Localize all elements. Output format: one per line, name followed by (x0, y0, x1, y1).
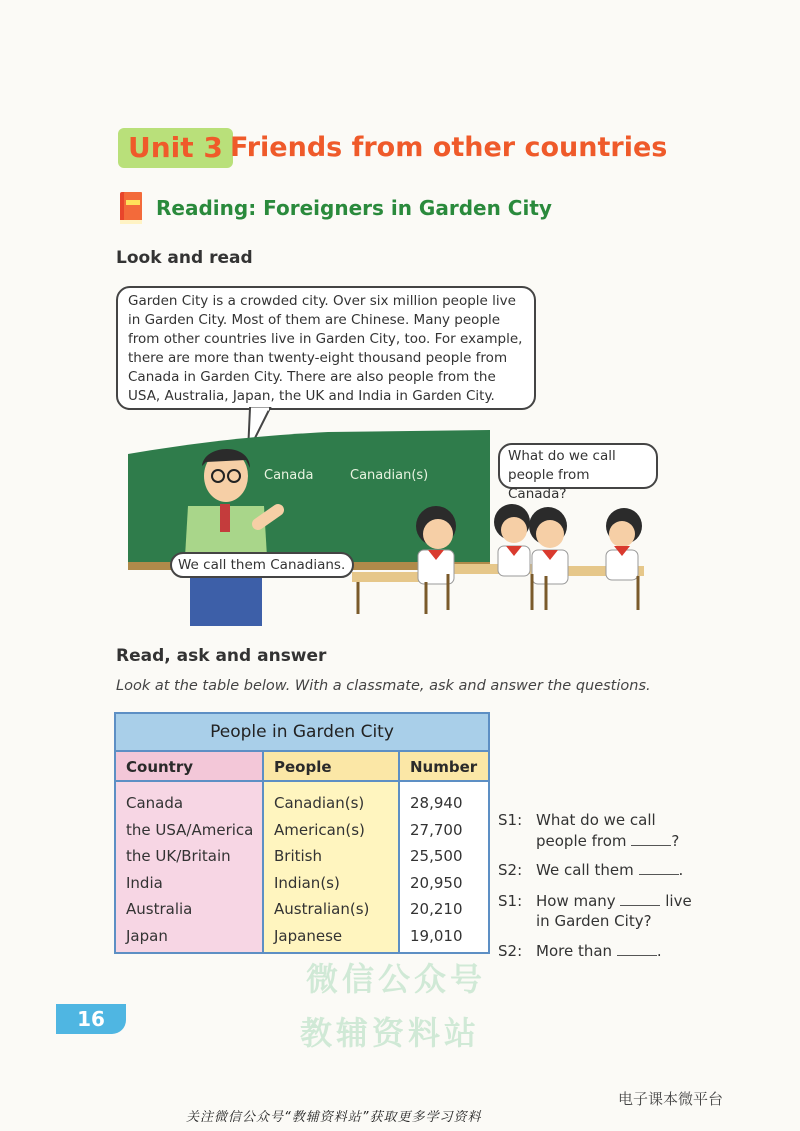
people-column (264, 752, 400, 952)
speaker-s1: S1: (498, 811, 523, 829)
column-header-people: People (264, 752, 398, 782)
table-cell: 20,950 (410, 873, 463, 892)
footer-platform-label: 电子课本微平台 (618, 1090, 724, 1108)
column-header-country: Country (116, 752, 262, 782)
passage-line: there are more than twenty-eight thousand people from (128, 350, 508, 366)
look-and-read-heading: Look and read (116, 248, 253, 268)
table-cell: Canadian(s) (274, 794, 365, 812)
country-column (116, 752, 264, 952)
people-table (114, 712, 490, 954)
unit-title: Friends from other countries (230, 132, 668, 163)
table-cell: 27,700 (410, 820, 463, 839)
speaker-s2: S2: (498, 861, 523, 879)
dialogue-q2-line1: How many live (536, 892, 692, 910)
table-cell: Indian(s) (274, 873, 340, 892)
column-header-number: Number (400, 752, 488, 782)
unit-label: Unit 3 (118, 128, 233, 168)
answer-blank[interactable] (639, 860, 679, 875)
table-cell: Japan (126, 926, 168, 945)
board-word-canada: Canada (264, 468, 314, 483)
table-cell: 25,500 (410, 847, 463, 865)
speaker-s2: S2: (498, 942, 523, 960)
student-question-line: What do we call (508, 448, 616, 464)
book-icon (118, 190, 146, 226)
student-question-bubble (498, 443, 658, 502)
table-cell: 28,940 (410, 794, 463, 812)
read-ask-answer-heading: Read, ask and answer (116, 646, 327, 666)
table-cell: 19,010 (410, 926, 463, 945)
watermark-text: 微信公众号 (306, 960, 487, 998)
page-number: 16 (56, 1004, 126, 1034)
dialogue-q1-line1: What do we call (536, 811, 656, 829)
passage-line: in Garden City. Most of them are Chinese. Many people (128, 312, 501, 328)
instruction-text: Look at the table below. With a classmate, ask and answer the questions. (116, 678, 651, 694)
dialogue-q1-line2: people from ? (536, 832, 680, 850)
table-cell: Australia (126, 900, 193, 918)
table-cell: Australian(s) (274, 900, 370, 918)
watermark-text: 教辅资料站 (300, 1014, 481, 1052)
teacher-answer-bubble: We call them Canadians. (170, 552, 354, 578)
passage-line: from other countries live in Garden City, too. For example, (128, 331, 523, 347)
board-word-canadians: Canadian(s) (350, 468, 429, 483)
answer-blank[interactable] (620, 891, 660, 906)
answer-blank[interactable] (631, 831, 671, 846)
table-title: People in Garden City (116, 714, 488, 752)
table-cell: American(s) (274, 820, 365, 839)
passage-line: USA, Australia, Japan, the UK and India in Garden City. (128, 388, 495, 404)
speaker-s1: S1: (498, 892, 523, 910)
table-cell: Canada (126, 794, 184, 812)
dialogue-a1: We call them . (536, 861, 684, 879)
answer-blank[interactable] (617, 941, 657, 956)
passage-line: Canada in Garden City. There are also people from the (128, 369, 496, 385)
number-column (400, 752, 488, 952)
table-cell: Japanese (274, 926, 343, 945)
passage-bubble (116, 286, 536, 410)
dialogue-q2-line2: in Garden City? (536, 912, 652, 930)
table-cell: India (126, 873, 163, 892)
dialogue-a2: More than . (536, 942, 662, 960)
table-cell: the UK/Britain (126, 847, 231, 865)
passage-line: Garden City is a crowded city. Over six million people live (128, 293, 516, 309)
table-cell: the USA/America (126, 820, 254, 839)
reading-heading: Reading: Foreigners in Garden City (156, 196, 552, 220)
table-cell: British (274, 847, 322, 865)
table-cell: 20,210 (410, 900, 463, 918)
footer-note: 关注微信公众号“教辅资料站”获取更多学习资料 (186, 1110, 482, 1125)
student-question-line: people from Canada? (508, 467, 590, 502)
